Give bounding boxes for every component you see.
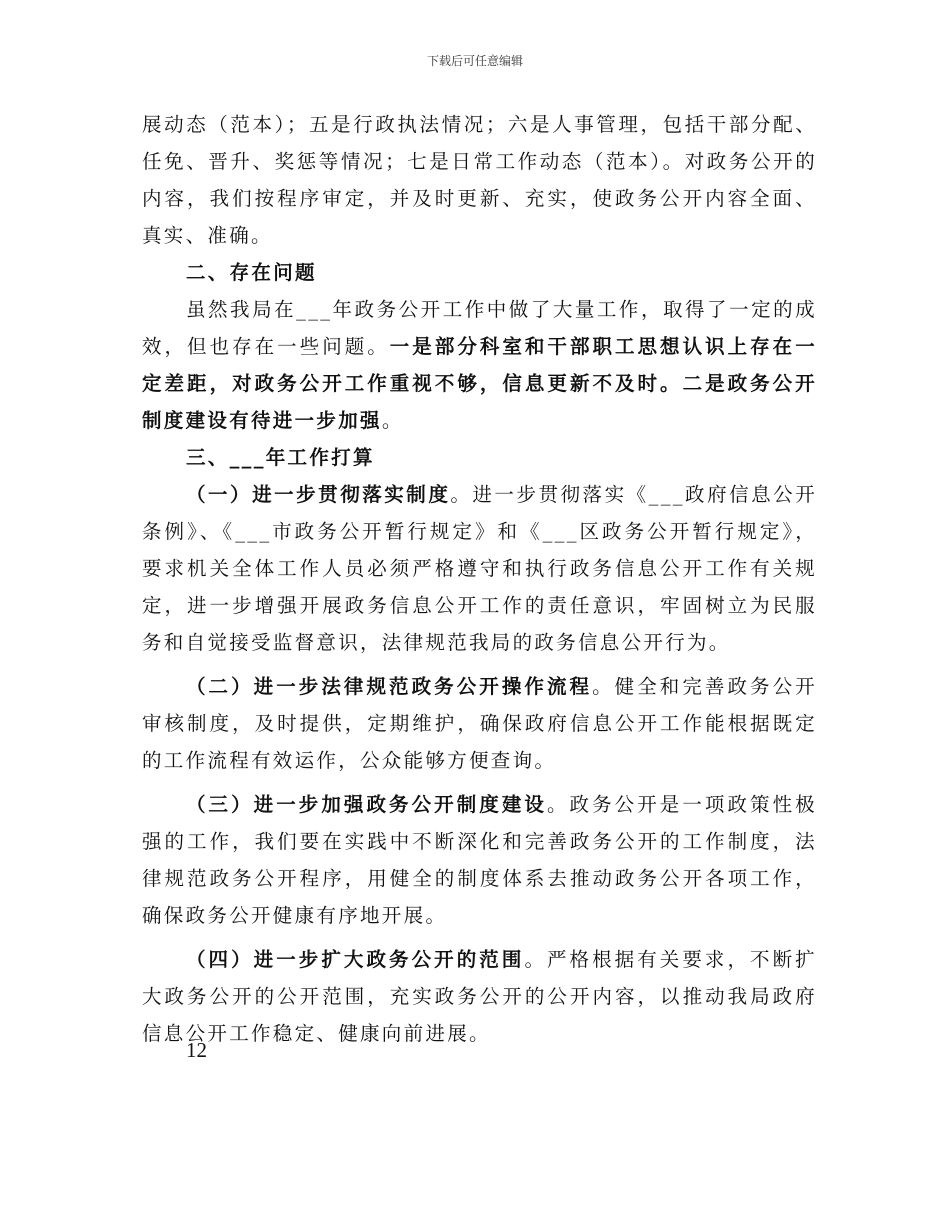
plan-item-3-text: 。政务公开是一项政策性极强的工作，我们要在实践中不断深化和完善政务公开的工作制度，法律规范政务公开程序，用健全的制度体系去推动政务公开各项工作，确保政务公开健康有序地开展。: [142, 793, 817, 927]
paragraph-continuation: 展动态（范本）；五是行政执法情况；六是人事管理，包括干部分配、任免、晋升、奖惩等情况；七是日常工作动态（范本）。对政务公开的内容，我们按程序审定，并及时更新、充实，使政务公开内容全面、真实、准确。: [142, 113, 817, 247]
plan-item-2-text: 。健全和完善政务公开审核制度，及时提供，定期维护，确保政府信息公开工作能根据既定的工作流程有效运作，公众能够方便查询。: [142, 675, 817, 772]
paragraph-problems: [142, 291, 817, 439]
section-heading-problems: 二、存在问题: [186, 261, 317, 284]
plan-item-1: [142, 476, 817, 661]
plan-item-2: [142, 668, 817, 779]
problems-intro: 虽然我局在___年政务公开工作中做了大量工作，取得了一定的成效，但也存在一些问题。: [142, 298, 817, 358]
plan-item-1-title: （一）进一步贯彻落实制度: [186, 483, 451, 506]
plan-item-4: [142, 941, 817, 1052]
plan-item-2-title: （二）进一步法律规范政务公开操作流程: [186, 675, 593, 698]
problems-end: 。: [381, 409, 404, 432]
section-heading-plans: 三、___年工作打算: [186, 446, 375, 469]
plan-item-1-text: 。进一步贯彻落实《___政府信息公开条例》、《___市政务公开暂行规定》和《___区政务公开暂行规定》，要求机关全体工作人员必须严格遵守和执行政务信息公开工作有关规定，进一步增强开展政务信息公开工作的责任意识，牢固树立为民服务和自觉接受监督意识，法律规范我局的政务信息公开行为。: [142, 483, 817, 654]
plan-item-3-title: （三）进一步加强政务公开制度建设: [186, 793, 547, 816]
page-header: 下载后可任意编辑: [426, 54, 523, 68]
problems-bold: 一是部分科室和干部职工思想认识上存在一定差距，对政务公开工作重视不够，信息更新不及时。二是政务公开制度建设有待进一步加强: [142, 335, 817, 432]
plan-item-4-title: （四）进一步扩大政务公开的范围: [186, 948, 525, 971]
page-number: 12: [186, 1038, 207, 1062]
plan-item-4-text: 。严格根据有关要求，不断扩大政务公开的公开范围，充实政务公开的公开内容，以推动我局政府信息公开工作稳定、健康向前进展。: [142, 948, 817, 1045]
plan-item-3: [142, 786, 817, 934]
document-body: [142, 106, 817, 1052]
